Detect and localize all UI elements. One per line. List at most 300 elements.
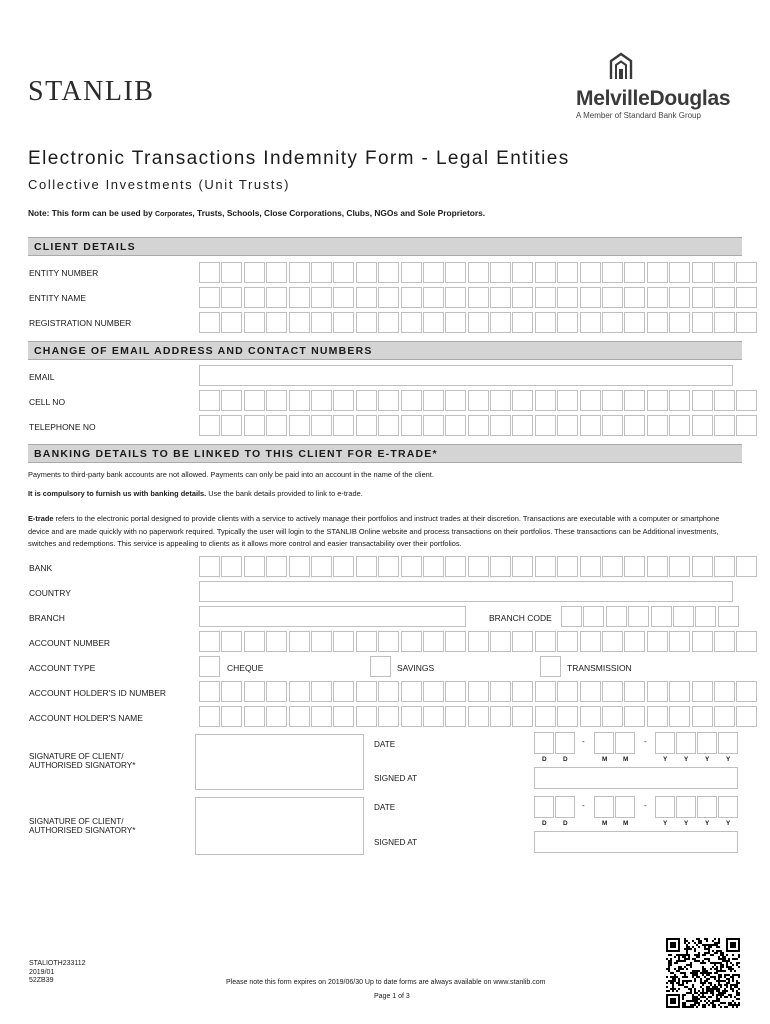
char-box[interactable]: [647, 390, 668, 411]
char-box[interactable]: [468, 262, 489, 283]
char-box[interactable]: [535, 631, 556, 652]
char-box[interactable]: [714, 312, 735, 333]
char-box[interactable]: [692, 556, 713, 577]
char-box[interactable]: [714, 287, 735, 308]
char-box[interactable]: [244, 262, 265, 283]
char-box[interactable]: [423, 415, 444, 436]
char-box[interactable]: [647, 287, 668, 308]
char-box[interactable]: [378, 390, 399, 411]
char-box[interactable]: [221, 631, 242, 652]
char-box[interactable]: [289, 287, 310, 308]
char-box[interactable]: [333, 556, 354, 577]
char-box[interactable]: [401, 390, 422, 411]
char-box[interactable]: [580, 681, 601, 702]
char-box[interactable]: [445, 415, 466, 436]
char-box[interactable]: [580, 262, 601, 283]
char-box[interactable]: [490, 312, 511, 333]
email-field[interactable]: [199, 365, 733, 386]
char-box[interactable]: [468, 706, 489, 727]
holder-id-boxes[interactable]: [199, 681, 759, 702]
char-box[interactable]: [535, 556, 556, 577]
date-char-box[interactable]: [534, 796, 554, 818]
entity-name-boxes[interactable]: [199, 287, 759, 308]
branch-code-boxes[interactable]: [561, 606, 740, 627]
date-char-box[interactable]: [655, 732, 675, 754]
char-box[interactable]: [289, 706, 310, 727]
char-box[interactable]: [378, 706, 399, 727]
char-box[interactable]: [221, 681, 242, 702]
char-box[interactable]: [468, 631, 489, 652]
char-box[interactable]: [557, 681, 578, 702]
bank-boxes[interactable]: [199, 556, 759, 577]
char-box[interactable]: [512, 681, 533, 702]
char-box[interactable]: [423, 681, 444, 702]
char-box[interactable]: [557, 287, 578, 308]
char-box[interactable]: [333, 312, 354, 333]
char-box[interactable]: [669, 415, 690, 436]
char-box[interactable]: [266, 681, 287, 702]
char-box[interactable]: [244, 415, 265, 436]
char-box[interactable]: [736, 681, 757, 702]
char-box[interactable]: [311, 706, 332, 727]
char-box[interactable]: [221, 390, 242, 411]
char-box[interactable]: [692, 631, 713, 652]
char-box[interactable]: [423, 312, 444, 333]
char-box[interactable]: [669, 631, 690, 652]
char-box[interactable]: [580, 706, 601, 727]
char-box[interactable]: [445, 287, 466, 308]
char-box[interactable]: [199, 656, 220, 677]
char-box[interactable]: [333, 415, 354, 436]
bank-label: BANK: [29, 563, 53, 573]
char-box[interactable]: [423, 287, 444, 308]
char-box[interactable]: [378, 631, 399, 652]
signature-1-label-line1: SIGNATURE OF CLIENT/: [29, 752, 124, 761]
char-box[interactable]: [512, 390, 533, 411]
char-box[interactable]: [736, 390, 757, 411]
char-box[interactable]: [692, 706, 713, 727]
char-box[interactable]: [624, 312, 645, 333]
char-box[interactable]: [333, 390, 354, 411]
char-box[interactable]: [580, 312, 601, 333]
char-box[interactable]: [311, 262, 332, 283]
char-box[interactable]: [557, 706, 578, 727]
page-number: Page 1 of 3: [374, 993, 410, 1000]
char-box[interactable]: [468, 390, 489, 411]
char-box[interactable]: [490, 706, 511, 727]
char-box[interactable]: [647, 631, 668, 652]
char-box[interactable]: [370, 656, 391, 677]
form-code-line1: STALIOTH233112: [29, 960, 86, 967]
char-box[interactable]: [266, 287, 287, 308]
date-char-box[interactable]: [594, 732, 614, 754]
char-box[interactable]: [356, 556, 377, 577]
char-box[interactable]: [692, 287, 713, 308]
char-box[interactable]: [401, 556, 422, 577]
char-box[interactable]: [401, 681, 422, 702]
char-box[interactable]: [602, 287, 623, 308]
char-box[interactable]: [378, 681, 399, 702]
char-box[interactable]: [692, 390, 713, 411]
char-box[interactable]: [512, 312, 533, 333]
char-box[interactable]: [445, 390, 466, 411]
char-box[interactable]: [221, 706, 242, 727]
transmission-label: TRANSMISSION: [567, 663, 632, 673]
char-box[interactable]: [378, 312, 399, 333]
signature-2-label-line1: SIGNATURE OF CLIENT/: [29, 817, 124, 826]
char-box[interactable]: [647, 312, 668, 333]
char-box[interactable]: [445, 681, 466, 702]
char-box[interactable]: [669, 312, 690, 333]
date-char-box[interactable]: [534, 732, 554, 754]
char-box[interactable]: [714, 706, 735, 727]
char-box[interactable]: [378, 556, 399, 577]
banking-paragraph-2: [28, 488, 742, 501]
date-part-label: M: [623, 820, 629, 827]
char-box[interactable]: [736, 415, 757, 436]
melville-douglas-name: MelvilleDouglas: [576, 87, 731, 110]
cheque-checkbox[interactable]: [199, 656, 221, 677]
char-box[interactable]: [602, 415, 623, 436]
branch-field[interactable]: [199, 606, 466, 627]
char-box[interactable]: [602, 390, 623, 411]
char-box[interactable]: [266, 415, 287, 436]
char-box[interactable]: [244, 556, 265, 577]
char-box[interactable]: [311, 390, 332, 411]
char-box[interactable]: [221, 556, 242, 577]
char-box[interactable]: [651, 606, 672, 627]
char-box[interactable]: [624, 681, 645, 702]
char-box[interactable]: [311, 312, 332, 333]
char-box[interactable]: [512, 631, 533, 652]
branch-code-label: BRANCH CODE: [489, 613, 552, 623]
char-box[interactable]: [535, 706, 556, 727]
char-box[interactable]: [356, 390, 377, 411]
char-box[interactable]: [624, 706, 645, 727]
char-box[interactable]: [356, 415, 377, 436]
char-box[interactable]: [423, 390, 444, 411]
date-part-label: Y: [705, 756, 710, 763]
char-box[interactable]: [311, 631, 332, 652]
char-box[interactable]: [244, 706, 265, 727]
char-box[interactable]: [669, 287, 690, 308]
char-box[interactable]: [401, 706, 422, 727]
char-box[interactable]: [311, 681, 332, 702]
char-box[interactable]: [490, 681, 511, 702]
entity-number-boxes[interactable]: [199, 262, 759, 283]
signature-2-box[interactable]: [195, 797, 364, 855]
char-box[interactable]: [311, 556, 332, 577]
char-box[interactable]: [378, 287, 399, 308]
char-box[interactable]: [378, 262, 399, 283]
country-label: COUNTRY: [29, 588, 71, 598]
char-box[interactable]: [445, 262, 466, 283]
p2-rest: Use the bank details provided to link to e-trade.: [206, 489, 363, 498]
char-box[interactable]: [199, 681, 220, 702]
char-box[interactable]: [624, 415, 645, 436]
date-char-box[interactable]: [718, 732, 738, 754]
char-box[interactable]: [289, 681, 310, 702]
date-part-label: D: [563, 820, 568, 827]
char-box[interactable]: [199, 415, 220, 436]
char-box[interactable]: [647, 415, 668, 436]
char-box[interactable]: [221, 287, 242, 308]
char-box[interactable]: [244, 312, 265, 333]
char-box[interactable]: [266, 631, 287, 652]
char-box[interactable]: [289, 390, 310, 411]
char-box[interactable]: [557, 556, 578, 577]
char-box[interactable]: [356, 681, 377, 702]
char-box[interactable]: [669, 706, 690, 727]
signature-2-signed-at-label: SIGNED AT: [374, 838, 418, 847]
char-box[interactable]: [714, 415, 735, 436]
char-box[interactable]: [736, 556, 757, 577]
char-box[interactable]: [199, 312, 220, 333]
char-box[interactable]: [401, 415, 422, 436]
char-box[interactable]: [647, 556, 668, 577]
section-client-details: CLIENT DETAILS: [28, 237, 742, 256]
date-char-box[interactable]: [594, 796, 614, 818]
char-box[interactable]: [490, 556, 511, 577]
date-char-box[interactable]: [655, 796, 675, 818]
char-box[interactable]: [289, 415, 310, 436]
char-box[interactable]: [602, 556, 623, 577]
char-box[interactable]: [199, 631, 220, 652]
char-box[interactable]: [311, 287, 332, 308]
date-char-box[interactable]: [615, 732, 635, 754]
char-box[interactable]: [199, 287, 220, 308]
char-box[interactable]: [602, 706, 623, 727]
char-box[interactable]: [692, 262, 713, 283]
cheque-label: CHEQUE: [227, 663, 264, 673]
char-box[interactable]: [244, 287, 265, 308]
char-box[interactable]: [692, 415, 713, 436]
char-box[interactable]: [423, 706, 444, 727]
date-char-box[interactable]: [718, 796, 738, 818]
account-number-boxes[interactable]: [199, 631, 759, 652]
date-part-label: Y: [684, 756, 689, 763]
signature-2-signed-at-field[interactable]: [534, 831, 738, 853]
char-box[interactable]: [512, 415, 533, 436]
cell-label: CELL NO: [29, 397, 66, 407]
char-box[interactable]: [333, 262, 354, 283]
char-box[interactable]: [266, 312, 287, 333]
char-box[interactable]: [624, 287, 645, 308]
char-box[interactable]: [423, 631, 444, 652]
char-box[interactable]: [468, 556, 489, 577]
char-box[interactable]: [736, 631, 757, 652]
char-box[interactable]: [535, 415, 556, 436]
date-char-box[interactable]: [676, 796, 696, 818]
char-box[interactable]: [624, 262, 645, 283]
holder-name-boxes[interactable]: [199, 706, 759, 727]
char-box[interactable]: [356, 706, 377, 727]
char-box[interactable]: [602, 681, 623, 702]
char-box[interactable]: [736, 706, 757, 727]
char-box[interactable]: [580, 415, 601, 436]
char-box[interactable]: [445, 631, 466, 652]
char-box[interactable]: [606, 606, 627, 627]
char-box[interactable]: [490, 415, 511, 436]
char-box[interactable]: [535, 262, 556, 283]
note-prefix: Note: This form can be used by: [28, 208, 156, 218]
char-box[interactable]: [266, 390, 287, 411]
char-box[interactable]: [512, 287, 533, 308]
char-box[interactable]: [333, 631, 354, 652]
char-box[interactable]: [512, 706, 533, 727]
transmission-checkbox[interactable]: [540, 656, 562, 677]
char-box[interactable]: [602, 262, 623, 283]
char-box[interactable]: [289, 556, 310, 577]
char-box[interactable]: [221, 262, 242, 283]
date-char-box[interactable]: [555, 796, 575, 818]
date-char-box[interactable]: [676, 732, 696, 754]
char-box[interactable]: [714, 390, 735, 411]
char-box[interactable]: [535, 390, 556, 411]
char-box[interactable]: [266, 556, 287, 577]
char-box[interactable]: [490, 631, 511, 652]
char-box[interactable]: [221, 312, 242, 333]
telephone-number-boxes[interactable]: [199, 415, 759, 436]
char-box[interactable]: [401, 312, 422, 333]
telephone-label: TELEPHONE NO: [29, 422, 96, 432]
char-box[interactable]: [199, 390, 220, 411]
cell-number-boxes[interactable]: [199, 390, 759, 411]
char-box[interactable]: [628, 606, 649, 627]
char-box[interactable]: [669, 681, 690, 702]
char-box[interactable]: [244, 390, 265, 411]
savings-checkbox[interactable]: [370, 656, 392, 677]
char-box[interactable]: [557, 312, 578, 333]
char-box[interactable]: [602, 312, 623, 333]
char-box[interactable]: [356, 631, 377, 652]
char-box[interactable]: [714, 556, 735, 577]
signature-1-box[interactable]: [195, 734, 364, 790]
char-box[interactable]: [356, 312, 377, 333]
signature-1-label-line2: AUTHORISED SIGNATORY*: [29, 761, 136, 770]
char-box[interactable]: [669, 556, 690, 577]
char-box[interactable]: [669, 390, 690, 411]
char-box[interactable]: [266, 262, 287, 283]
char-box[interactable]: [580, 631, 601, 652]
char-box[interactable]: [557, 262, 578, 283]
char-box[interactable]: [199, 262, 220, 283]
char-box[interactable]: [535, 681, 556, 702]
char-box[interactable]: [445, 312, 466, 333]
date-char-box[interactable]: [555, 732, 575, 754]
char-box[interactable]: [378, 415, 399, 436]
char-box[interactable]: [199, 556, 220, 577]
date-char-box[interactable]: [615, 796, 635, 818]
char-box[interactable]: [333, 287, 354, 308]
char-box[interactable]: [695, 606, 716, 627]
char-box[interactable]: [602, 631, 623, 652]
char-box[interactable]: [490, 390, 511, 411]
char-box[interactable]: [714, 262, 735, 283]
char-box[interactable]: [669, 262, 690, 283]
char-box[interactable]: [557, 415, 578, 436]
char-box[interactable]: [244, 681, 265, 702]
char-box[interactable]: [583, 606, 604, 627]
char-box[interactable]: [736, 312, 757, 333]
char-box[interactable]: [624, 556, 645, 577]
char-box[interactable]: [580, 556, 601, 577]
form-code-line3: 52ZB39: [29, 977, 54, 984]
holder-name-label: ACCOUNT HOLDER'S NAME: [29, 713, 143, 723]
date-char-box[interactable]: [697, 796, 717, 818]
char-box[interactable]: [289, 262, 310, 283]
char-box[interactable]: [490, 262, 511, 283]
char-box[interactable]: [557, 631, 578, 652]
char-box[interactable]: [401, 262, 422, 283]
char-box[interactable]: [401, 287, 422, 308]
char-box[interactable]: [540, 656, 561, 677]
char-box[interactable]: [468, 681, 489, 702]
char-box[interactable]: [401, 631, 422, 652]
char-box[interactable]: [736, 287, 757, 308]
char-box[interactable]: [356, 262, 377, 283]
stanlib-logo: STANLIB: [28, 76, 155, 107]
char-box[interactable]: [468, 415, 489, 436]
country-field[interactable]: [199, 581, 733, 602]
char-box[interactable]: [580, 390, 601, 411]
char-box[interactable]: [624, 631, 645, 652]
char-box[interactable]: [718, 606, 739, 627]
char-box[interactable]: [266, 706, 287, 727]
char-box[interactable]: [423, 556, 444, 577]
signature-2-label: [29, 817, 135, 835]
char-box[interactable]: [535, 287, 556, 308]
char-box[interactable]: [333, 681, 354, 702]
char-box[interactable]: [199, 706, 220, 727]
char-box[interactable]: [647, 681, 668, 702]
char-box[interactable]: [624, 390, 645, 411]
usage-note: [28, 208, 485, 218]
char-box[interactable]: [244, 631, 265, 652]
char-box[interactable]: [535, 312, 556, 333]
char-box[interactable]: [647, 706, 668, 727]
char-box[interactable]: [692, 312, 713, 333]
char-box[interactable]: [289, 312, 310, 333]
char-box[interactable]: [736, 262, 757, 283]
char-box[interactable]: [561, 606, 582, 627]
char-box[interactable]: [423, 262, 444, 283]
registration-number-boxes[interactable]: [199, 312, 759, 333]
char-box[interactable]: [445, 556, 466, 577]
char-box[interactable]: [673, 606, 694, 627]
char-box[interactable]: [333, 706, 354, 727]
char-box[interactable]: [512, 556, 533, 577]
char-box[interactable]: [356, 287, 377, 308]
signature-1-signed-at-field[interactable]: [534, 767, 738, 789]
char-box[interactable]: [692, 681, 713, 702]
char-box[interactable]: [490, 287, 511, 308]
char-box[interactable]: [714, 631, 735, 652]
note-suffix: , Trusts, Schools, Close Corporations, Clubs, NGOs and Sole Proprietors.: [192, 208, 486, 218]
char-box[interactable]: [221, 415, 242, 436]
char-box[interactable]: [580, 287, 601, 308]
char-box[interactable]: [311, 415, 332, 436]
char-box[interactable]: [512, 262, 533, 283]
char-box[interactable]: [445, 706, 466, 727]
char-box[interactable]: [714, 681, 735, 702]
char-box[interactable]: [647, 262, 668, 283]
date-char-box[interactable]: [697, 732, 717, 754]
char-box[interactable]: [468, 312, 489, 333]
char-box[interactable]: [557, 390, 578, 411]
char-box[interactable]: [468, 287, 489, 308]
char-box[interactable]: [289, 631, 310, 652]
